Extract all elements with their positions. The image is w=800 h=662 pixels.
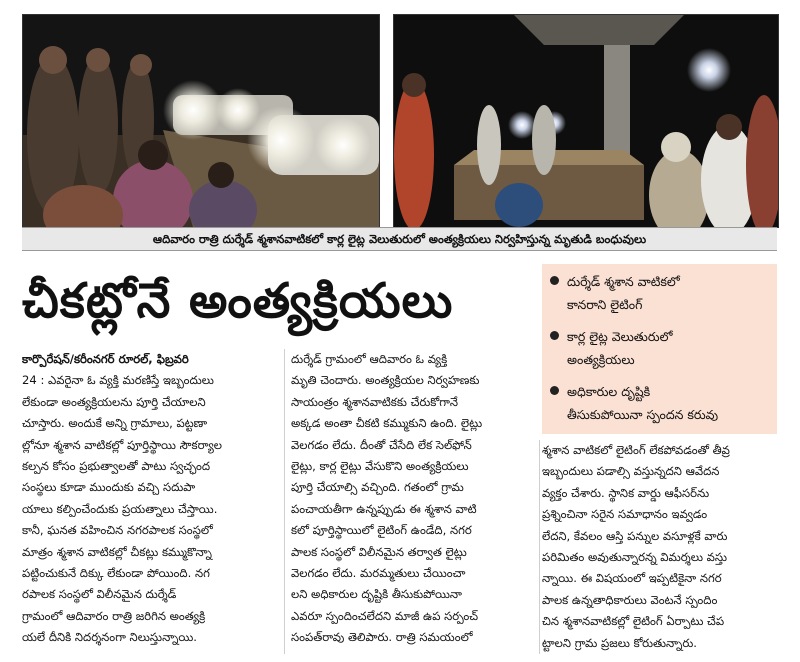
article-line: శ్మశాన వాటికలో లైటింగ్ లేకపోవడంతో తీవ్ర bbox=[542, 443, 730, 457]
dateline: కార్పొరేషన్/కరీంనగర్ రూరల్, ఫిబ్రవరి bbox=[22, 352, 189, 366]
highlight-line: దుర్శేడ్ శ్మశాన వాటికలో bbox=[567, 274, 680, 289]
article-line: చూస్తారు. అందుకే అన్ని గ్రామాలు, పట్టణా bbox=[22, 416, 208, 431]
highlight-item bbox=[550, 325, 771, 371]
article-line: మాత్రం శ్మశాన వాటికల్లో చీకట్లు కమ్ముకొన్నా bbox=[22, 544, 212, 559]
article-line: రపాలక సంస్థలో విలీనమైన దుర్శేడ్ bbox=[22, 587, 177, 602]
article-line: ల్లోనూ శ్మశాన వాటికల్లో పూర్తిస్థాయి సౌకర్యాల bbox=[22, 437, 222, 452]
article-line: కలో పూర్తిస్థాయిలో లైటింగ్ ఉండేది, నగర bbox=[291, 523, 472, 538]
photo-caption: ఆదివారం రాత్రి దుర్శేడ్ శ్మశానవాటికలో కార్ల లైట్ల వెలుతురులో అంత్యక్రియలు నిర్వహిస్తున్న మృతుడి బంధువులు bbox=[22, 227, 777, 251]
highlight-item bbox=[550, 270, 771, 316]
article-line: లేదని, కేవలం ఆస్తి పన్నుల వసూళ్లకే వారు bbox=[542, 528, 728, 543]
article-line: చిన శ్మశానవాటికల్లో లైటింగ్ ఏర్పాటు చేప bbox=[542, 614, 725, 629]
article-line: వెలగడం లేదు. మరమ్మతులు చేయించా bbox=[291, 566, 466, 581]
bullet-icon bbox=[550, 276, 559, 285]
column-divider bbox=[539, 440, 540, 654]
article-column-3 bbox=[542, 440, 778, 654]
article-line: సాయంత్రం శ్మశానవాటికకు చేరుకోగానే bbox=[291, 394, 459, 409]
article-line: సంపత్‌రావు తెలిపారు. రాత్రి సమయంలో bbox=[291, 630, 473, 645]
article-line: దుర్శేడ్ గ్రామంలో ఆదివారం ఓ వ్యక్తి bbox=[291, 352, 448, 366]
article-line: పాలక ఉన్నతాధికారులు వెంటనే స్పందిం bbox=[542, 592, 718, 607]
column-divider bbox=[284, 349, 285, 654]
article-line: పూర్తి చేయాల్సి వచ్చింది. గతంలో గ్రామ bbox=[291, 480, 464, 495]
article-line: న్నాయి. ఈ విషయంలో ఇప్పటికైనా నగర bbox=[542, 571, 722, 586]
bullet-icon bbox=[550, 331, 559, 340]
article-line: మృతి చెందారు. అంత్యక్రియల నిర్వహణకు bbox=[291, 373, 480, 388]
highlight-line: కానరాని లైటింగ్ bbox=[567, 297, 643, 312]
highlights-box bbox=[542, 264, 777, 434]
article-line: లైట్లు, కార్ల లైట్లు వేసుకొని అంత్యక్రియలు bbox=[291, 459, 469, 474]
article-line: లేకుండా అంత్యక్రియలను పూర్తి చేయాలని bbox=[22, 394, 206, 409]
article-line: యాలు కల్పించేందుకు ప్రయత్నాలు చేస్తాయి. bbox=[22, 501, 218, 516]
article-line: పాలక సంస్థలో విలీనమైన తర్వాత లైట్లు bbox=[291, 544, 467, 559]
article-column-1 bbox=[22, 349, 277, 649]
article-line: కల్పన కోసం ప్రభుత్వాలతో పాటు స్వచ్ఛంద bbox=[22, 459, 211, 474]
news-photo-right bbox=[393, 14, 779, 228]
highlight-line: కార్ల లైట్ల వెలుతురులో bbox=[567, 329, 673, 344]
article-line: ఇబ్బందులు పడాల్సి వస్తున్నదని ఆవేదన bbox=[542, 464, 720, 479]
article-column-2 bbox=[291, 349, 536, 649]
highlight-line: అంత్యక్రియలు bbox=[567, 352, 635, 367]
article-line: ప్రశ్నించినా సరైన సమాధానం ఇవ్వడం bbox=[542, 507, 708, 522]
headline: చీకట్లోనే అంత్యక్రియలు bbox=[22, 273, 454, 329]
article-line: ఎవరూ స్పందించలేదని మాజీ ఉప సర్పంచ్ bbox=[291, 608, 479, 623]
article-line: పట్టించుకునే దిక్కు లేకుండా పోయింది. నగ bbox=[22, 566, 210, 581]
news-photo-left bbox=[22, 14, 380, 228]
article-line: పరిమితం అవుతున్నారన్న విమర్శలు వస్తు bbox=[542, 550, 728, 565]
bullet-icon bbox=[550, 386, 559, 395]
article-line: గ్రామంలో ఆదివారం రాత్రి జరిగిన అంత్యక్రి bbox=[22, 608, 206, 623]
highlight-line: అధికారుల దృష్టికి bbox=[567, 384, 651, 399]
highlight-item bbox=[550, 380, 771, 426]
article-line: సంస్థలు కూడా ముందుకు వచ్చి సదుపా bbox=[22, 480, 196, 495]
article-line: ట్టాలని గ్రామ ప్రజలు కోరుతున్నారు. bbox=[542, 635, 697, 650]
highlight-line: తీసుకుపోయినా స్పందన కరువు bbox=[567, 407, 719, 422]
article-line: కానీ, ఘనత వహించిన నగరపాలక సంస్థలో bbox=[22, 523, 213, 538]
article-line: వెలగడం లేదు. దీంతో చేసేది లేక సెల్‌ఫోన్ bbox=[291, 437, 472, 452]
article-line: అక్కడ అంతా చీకటి కమ్ముకుని ఉంది. లైట్లు bbox=[291, 416, 483, 431]
article-line: పంచాయతీగా ఉన్నప్పుడు ఈ శ్మశాన వాటి bbox=[291, 501, 477, 516]
article-line: లని అధికారుల దృష్టికి తీసుకుపోయినా bbox=[291, 587, 462, 602]
article-line: 24 : ఎవరైనా ఓ వ్యక్తి మరణిస్తే ఇబ్బందులు bbox=[22, 373, 214, 388]
article-line: యలే దీనికి నిదర్శనంగా నిలుస్తున్నాయి. bbox=[22, 630, 197, 645]
article-line: వ్యక్తం చేశారు. స్థానిక వార్డు ఆఫీసర్‌ను bbox=[542, 485, 710, 500]
